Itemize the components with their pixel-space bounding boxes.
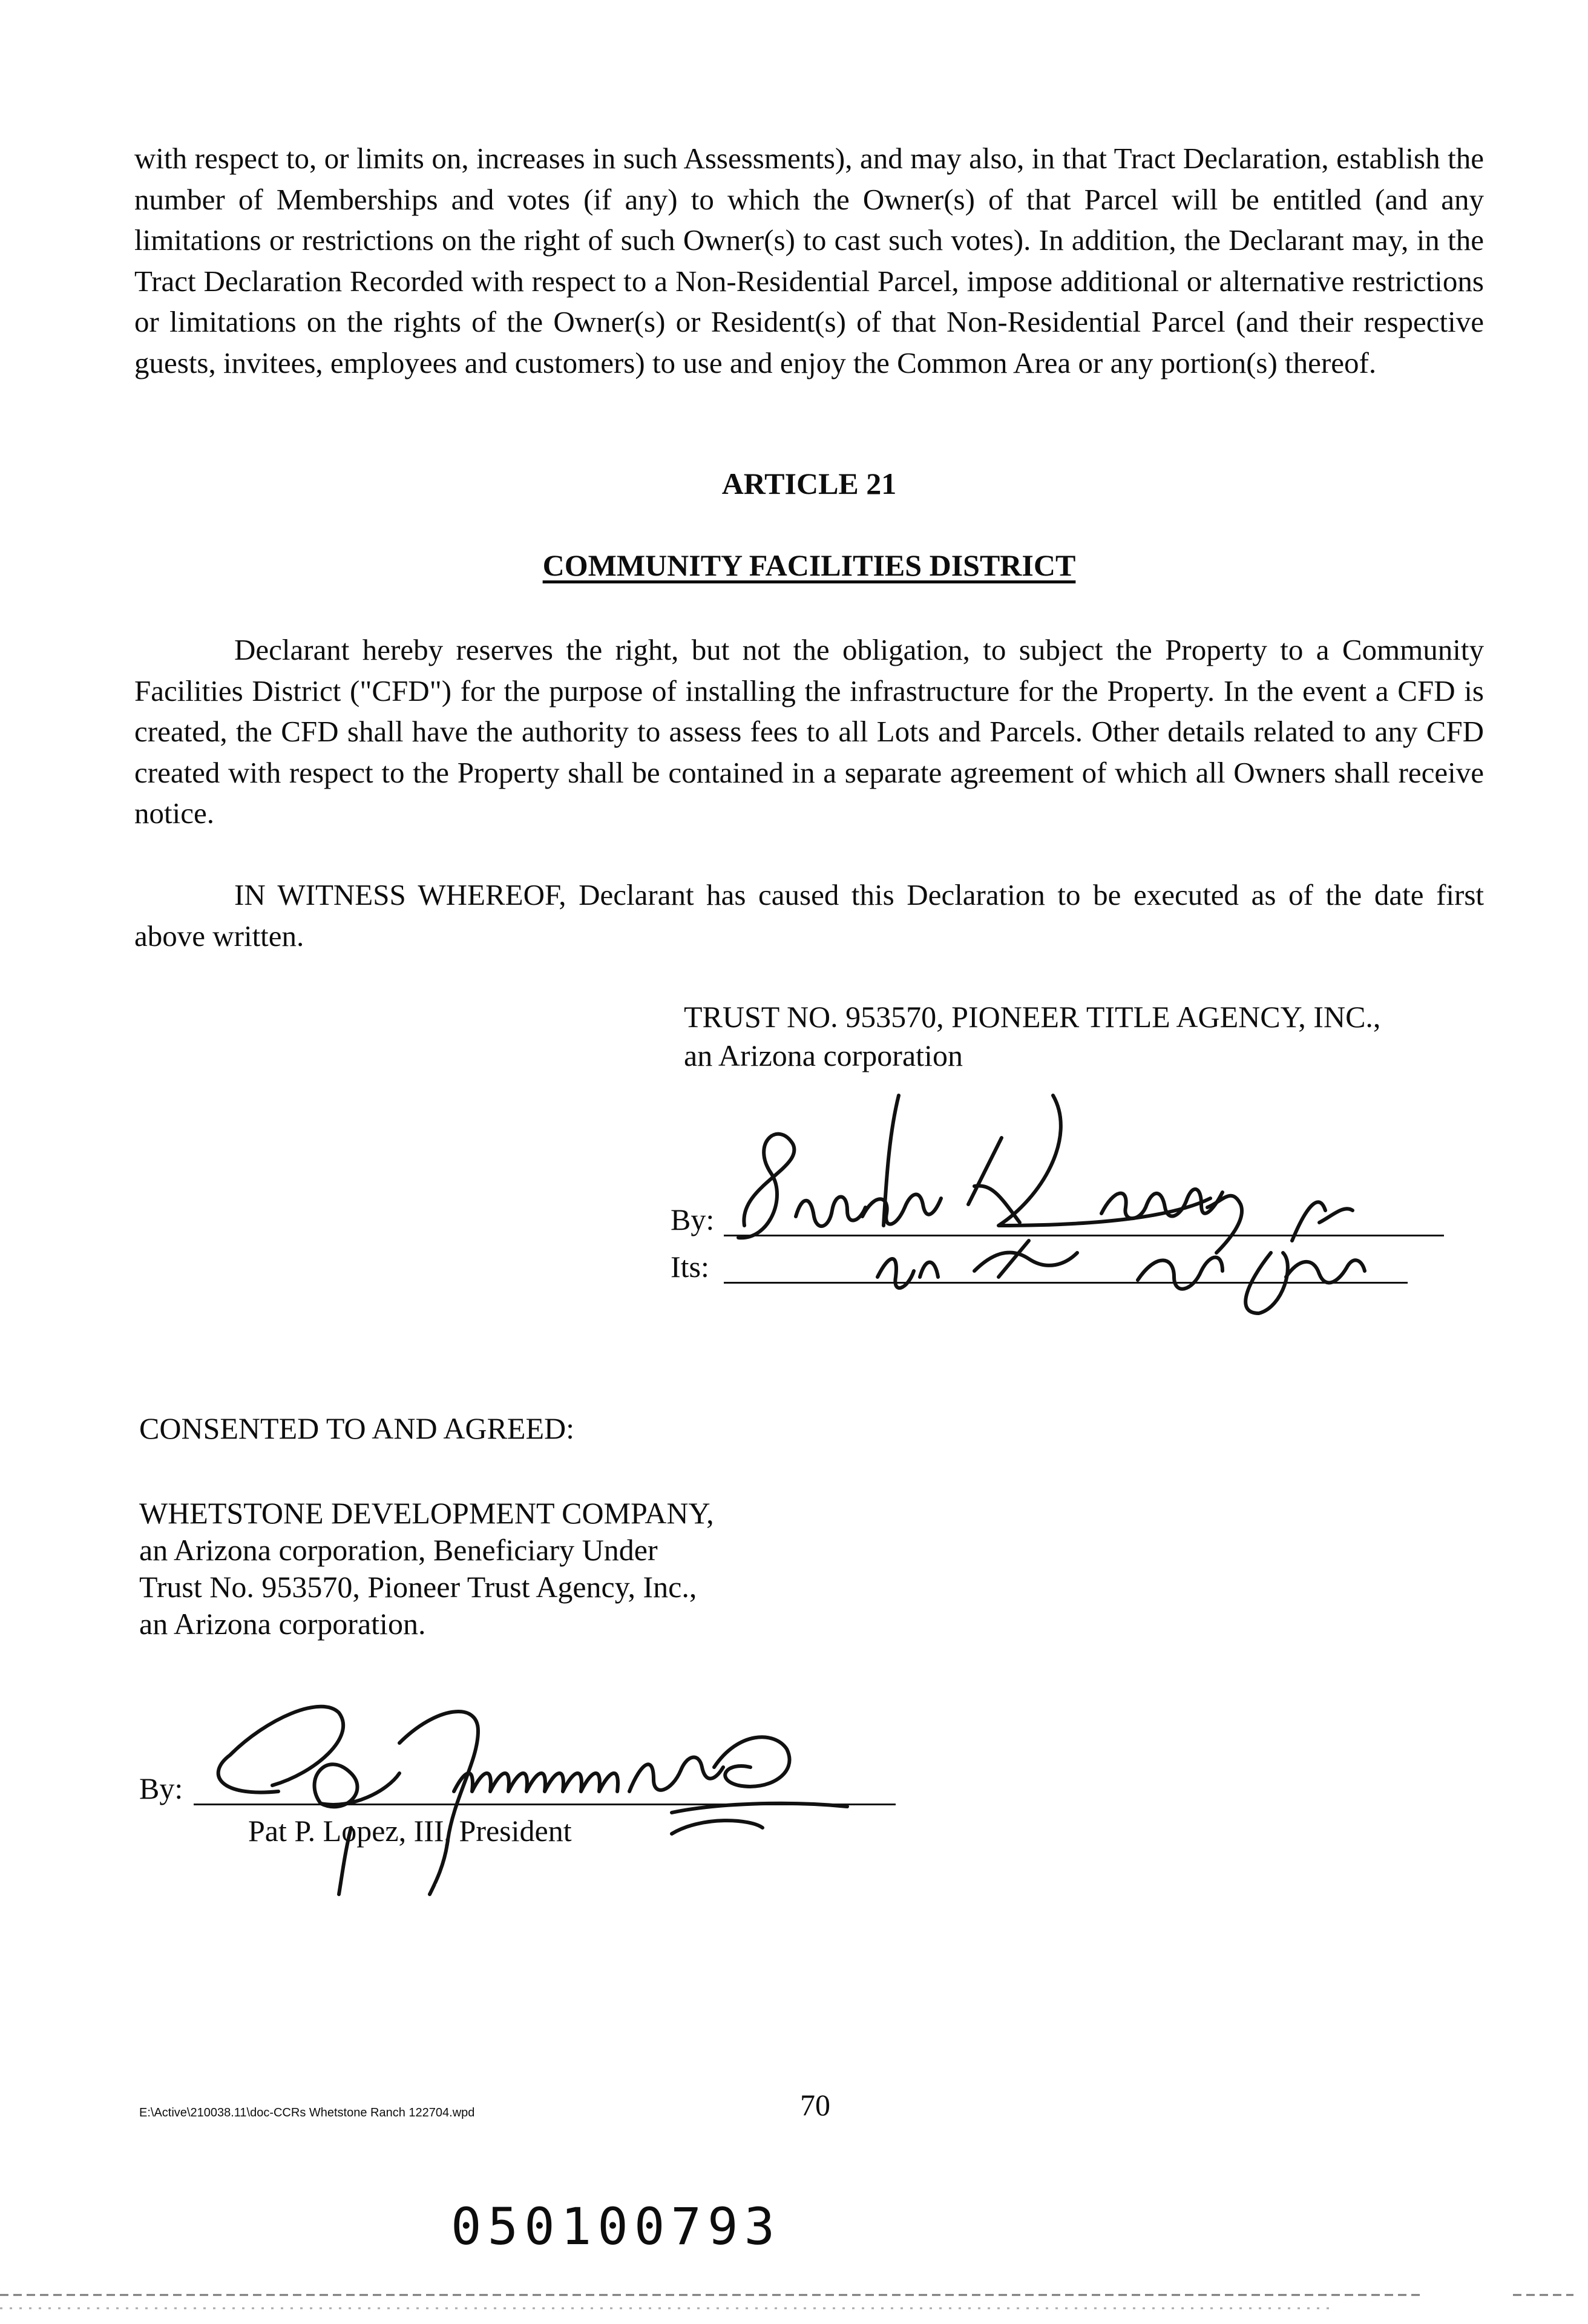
scan-noise-bottom — [0, 2288, 1588, 2324]
article-title — [134, 548, 1484, 583]
consent-signature-text: Pat Lopez — [436, 1883, 461, 1890]
article-heading: ARTICLE 21 — [721, 467, 897, 501]
consent-company-line-4: an Arizona corporation. — [139, 1607, 426, 1641]
consent-signer-line: Pat P. Lopez, III, President — [248, 1814, 572, 1848]
consent-signature — [194, 1682, 896, 1900]
witness-paragraph: IN WITNESS WHEREOF, Declarant has caused this Declaration to be executed as of the date first above written. — [134, 878, 1484, 953]
trustee-signature — [714, 1095, 1471, 1325]
footer-page-number: 70 — [800, 2088, 830, 2122]
consent-company-line-3: Trust No. 953570, Pioneer Trust Agency, Inc., — [139, 1570, 697, 1604]
trustee-by-label: By: — [671, 1203, 715, 1236]
trustee-signature-text: Susan K. Launy — [835, 1308, 874, 1315]
footer-stamp-number: 050100793 — [451, 2197, 781, 2256]
article-paragraph: Declarant hereby reserves the right, but not the obligation, to subject the Property to a Community Facilities District ("CFD") for the purpose of installing the infrastructure for the Property. In the event a CFD is created, the CFD shall have the authority to assess fees to all Lots and Parcels. Other details related to any CFD created with respect to the Property shall be contained in a separate agreement of which all Owners shall receive notice. — [134, 633, 1484, 830]
trustee-entity-line: an Arizona corporation — [684, 1039, 963, 1072]
consent-company-line-2: an Arizona corporation, Beneficiary Under — [139, 1533, 658, 1567]
consent-company-line-1: WHETSTONE DEVELOPMENT COMPANY, — [139, 1496, 714, 1530]
trustee-its-label: Its: — [671, 1250, 709, 1284]
continuation-paragraph: with respect to, or limits on, increases in such Assessments), and may also, in that Tract Declaration, establish the number of Memberships and votes (if any) to which the Owner(s) of that Parcel will be entitled (and any limitations or restrictions on the right of such Owner(s) to cast such votes). In addition, the Declarant may, in the Tract Declaration Recorded with respect to a Non-Residential Parcel, impose additional or alternative restrictions or limitations on the rights of the Owner(s) or Resident(s) of that Non-Residential Parcel (and their respective guests, invitees, employees and customers) to use and enjoy the Common Area or any portion(s) thereof. — [134, 142, 1484, 379]
article-title-text: COMMUNITY FACILITIES DISTRICT — [542, 548, 1076, 582]
footer-file-path: E:\Active\210038.11\doc-CCRs Whetstone Ranch 122704.wpd — [139, 2106, 475, 2119]
consent-heading: CONSENTED TO AND AGREED: — [139, 1411, 575, 1445]
consent-by-label: By: — [139, 1771, 183, 1805]
trustee-name-line: TRUST NO. 953570, PIONEER TITLE AGENCY, INC., — [684, 1000, 1381, 1034]
